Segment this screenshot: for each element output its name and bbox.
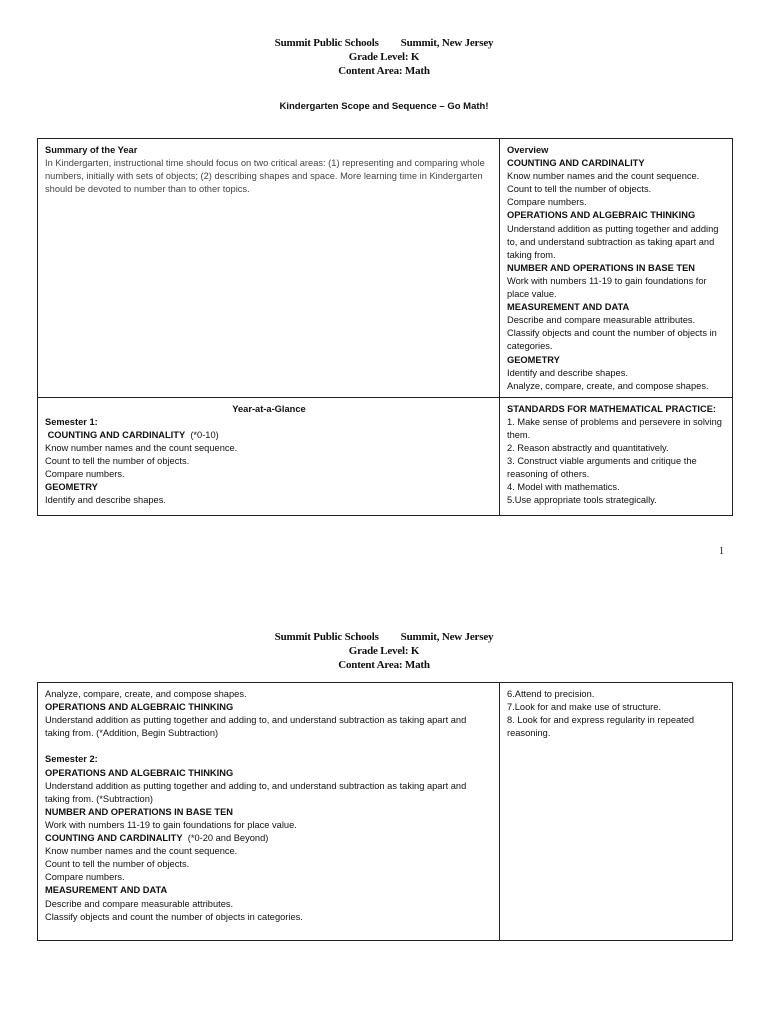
overview-cc-line: Know number names and the count sequence.	[507, 171, 700, 182]
semester1-label: Semester 1:	[45, 416, 98, 427]
page1-table	[37, 138, 733, 516]
sem2-md-line: Describe and compare measurable attributes.	[45, 898, 234, 909]
page2-header	[0, 630, 768, 672]
sem1-geo-line: Identify and describe shapes.	[45, 495, 166, 506]
oat-text: Understand addition as putting together and adding to, and understand subtraction as taking apart and taking from. (*Addition, Begin Subtraction)	[45, 715, 467, 739]
page-number: 1	[719, 546, 724, 557]
grade-level: Grade Level: K	[348, 51, 420, 63]
sem2-nbt-text: Work with numbers 11-19 to gain foundations for place value.	[45, 819, 297, 830]
oat-heading: OPERATIONS AND ALGEBRAIC THINKING	[45, 702, 234, 713]
grade-level: Grade Level: K	[348, 645, 420, 657]
smp-item: 4. Model with mathematics.	[507, 482, 620, 493]
sem1-cc-note: (*0-10)	[190, 429, 219, 440]
overview-nbt-line: Work with numbers 11-19 to gain foundations for place value.	[507, 275, 707, 300]
sem2-md-line: Classify objects and count the number of objects in categories.	[45, 911, 303, 922]
sem2-oat-text: Understand addition as putting together and adding to, and understand subtraction as taking apart and taking from. (*Subtraction)	[45, 780, 467, 804]
overview-cc-heading: COUNTING AND CARDINALITY	[507, 158, 645, 169]
semester2-label: Semester 2:	[45, 754, 98, 765]
year-at-a-glance-cell	[38, 397, 500, 515]
smp-item: 5.Use appropriate tools strategically.	[507, 495, 657, 506]
overview-geo-heading: GEOMETRY	[507, 354, 560, 365]
overview-oat-line: Understand addition as putting together and adding to, and understand subtraction as taking apart and taking from.	[507, 223, 719, 260]
sem2-cc-line: Know number names and the count sequence.	[45, 846, 238, 857]
smp-item: 7.Look for and make use of structure.	[507, 702, 661, 713]
overview-md-line: Describe and compare measurable attributes.	[507, 315, 696, 326]
cont-line: Analyze, compare, create, and compose shapes.	[45, 689, 247, 699]
sem1-cc-line: Count to tell the number of objects.	[45, 456, 190, 467]
overview-heading: Overview	[507, 145, 549, 155]
document-title: Kindergarten Scope and Sequence – Go Math!	[279, 101, 489, 112]
school-name: Summit Public Schools	[274, 631, 379, 643]
sem2-cc-note: (*0-20 and Beyond)	[187, 833, 269, 844]
sem2-nbt-heading: NUMBER AND OPERATIONS IN BASE TEN	[45, 806, 234, 817]
overview-geo-line: Analyze, compare, create, and compose shapes.	[507, 380, 709, 391]
smp-heading: STANDARDS FOR MATHEMATICAL PRACTICE:	[507, 403, 716, 414]
school-location: Summit, New Jersey	[400, 631, 494, 643]
smp-item: 8. Look for and express regularity in repeated reasoning.	[507, 715, 695, 739]
content-area: Content Area: Math	[338, 65, 430, 77]
sem2-cc-line: Count to tell the number of objects.	[45, 859, 190, 870]
overview-nbt-heading: NUMBER AND OPERATIONS IN BASE TEN	[507, 262, 696, 273]
continued-year-cell	[38, 683, 500, 941]
overview-geo-line: Identify and describe shapes.	[507, 367, 628, 378]
yag-heading: Year-at-a-Glance	[232, 403, 306, 414]
overview-oat-heading: OPERATIONS AND ALGEBRAIC THINKING	[507, 210, 696, 221]
smp-item: 2. Reason abstractly and quantitatively.	[507, 443, 669, 454]
smp-item: 3. Construct viable arguments and critique the reasoning of others.	[507, 456, 697, 480]
sem2-md-heading: MEASUREMENT AND DATA	[45, 885, 168, 896]
sem1-cc-heading: COUNTING AND CARDINALITY	[47, 429, 186, 440]
overview-cc-line: Count to tell the number of objects.	[507, 184, 652, 195]
page1-header	[0, 36, 768, 78]
sem1-cc-line: Know number names and the count sequence.	[45, 443, 238, 454]
smp-item: 6.Attend to precision.	[507, 689, 595, 699]
sem1-cc-line: Compare numbers.	[45, 469, 125, 480]
overview-md-line: Classify objects and count the number of objects in categories.	[507, 328, 717, 352]
smp-cell	[500, 397, 733, 515]
summary-heading: Summary of the Year	[45, 145, 138, 155]
overview-cell	[500, 139, 733, 398]
content-area: Content Area: Math	[338, 659, 430, 671]
sem2-cc-heading: COUNTING AND CARDINALITY	[45, 833, 183, 844]
overview-md-heading: MEASUREMENT AND DATA	[507, 302, 630, 313]
sem1-geo-heading: GEOMETRY	[45, 482, 98, 493]
school-name: Summit Public Schools	[274, 37, 379, 49]
smp-item: 1. Make sense of problems and persevere in solving them.	[507, 416, 722, 440]
summary-text: In Kindergarten, instructional time should focus on two critical areas: (1) representing and comparing whole numbers, initially with sets of objects; (2) describing shapes and space. More learning time in Kindergarten should be devoted to number than to other topics.	[45, 158, 485, 195]
page2-table	[37, 682, 733, 941]
summary-cell	[38, 139, 500, 398]
sem2-oat-heading: OPERATIONS AND ALGEBRAIC THINKING	[45, 767, 234, 778]
smp-continued-cell	[500, 683, 733, 941]
school-location: Summit, New Jersey	[400, 37, 494, 49]
sem2-cc-line: Compare numbers.	[45, 872, 125, 883]
overview-cc-line: Compare numbers.	[507, 197, 587, 208]
